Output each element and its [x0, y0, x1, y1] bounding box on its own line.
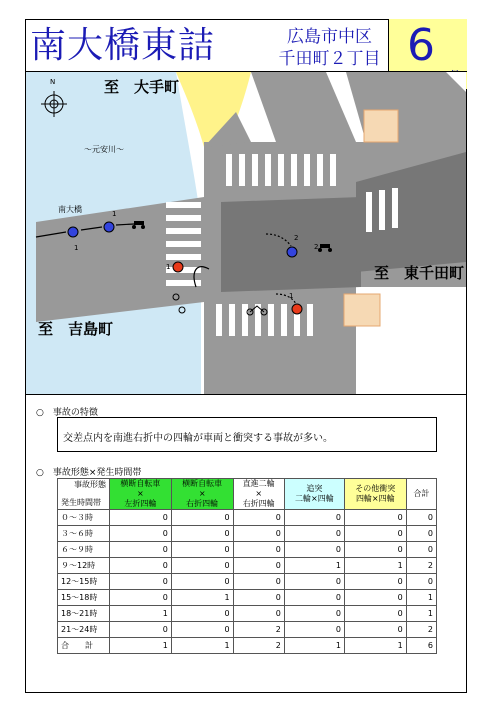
table-cell: 0 — [233, 574, 284, 590]
table-cell: 2 — [233, 638, 284, 654]
district-ward: 広島市中区 — [287, 27, 372, 47]
row-label: 合 計 — [58, 638, 110, 654]
bridge-label: 南大橋 — [58, 205, 82, 214]
accident-table — [57, 478, 437, 654]
features-box — [57, 417, 437, 452]
col-header-1: 横断自転車 × 左折四輪 — [110, 479, 172, 510]
col-header-5: その他衝突 四輪×四輪 — [344, 479, 406, 510]
corner-top: 事故形態 — [74, 480, 106, 489]
north-label: N — [50, 78, 56, 86]
table-body — [58, 510, 437, 654]
table-cell: 0 — [233, 606, 284, 622]
table-row — [58, 558, 437, 574]
table-cell: 1 — [344, 638, 406, 654]
table-cell: 2 — [406, 622, 436, 638]
map-divider — [25, 394, 467, 395]
table-cell: 1 — [110, 638, 172, 654]
features-heading: ○ 事故の特徴 — [36, 408, 98, 418]
table-cell: 0 — [284, 574, 344, 590]
row-label: 18～21時 — [58, 606, 110, 622]
table-row — [58, 622, 437, 638]
table-cell: 0 — [171, 526, 233, 542]
row-label: 12～15時 — [58, 574, 110, 590]
features-text: 交差点内を南進右折中の四輪が車両と衝突する事故が多い。 — [63, 433, 333, 444]
table-cell: 0 — [110, 558, 172, 574]
table-row — [58, 638, 437, 654]
row-label: ６～９時 — [58, 542, 110, 558]
table-row — [58, 510, 437, 526]
district-label — [272, 26, 387, 70]
table-cell: 0 — [171, 558, 233, 574]
table-cell: 0 — [406, 510, 436, 526]
table-heading-text: 事故形態×発生時間帯 — [52, 468, 142, 478]
table-cell: 0 — [171, 510, 233, 526]
table-row — [58, 590, 437, 606]
table-cell: 0 — [171, 622, 233, 638]
table-cell: 0 — [110, 542, 172, 558]
to-west-label: 至 吉島町 — [38, 320, 114, 338]
table-cell: 0 — [344, 574, 406, 590]
table-cell: 0 — [233, 542, 284, 558]
map-mark-5: 2 — [314, 243, 319, 251]
features-heading-text: 事故の特徴 — [52, 408, 98, 418]
table-cell: 0 — [406, 526, 436, 542]
table-cell: 0 — [284, 590, 344, 606]
table-cell: 0 — [344, 542, 406, 558]
table-cell: 0 — [110, 590, 172, 606]
table-cell: 1 — [284, 638, 344, 654]
table-cell: 0 — [406, 542, 436, 558]
table-cell: 6 — [406, 638, 436, 654]
table-cell: 2 — [406, 558, 436, 574]
table-row — [58, 526, 437, 542]
row-label: 15～18時 — [58, 590, 110, 606]
table-cell: 0 — [233, 558, 284, 574]
table-cell: 0 — [284, 526, 344, 542]
row-label: 21～24時 — [58, 622, 110, 638]
row-label: ０～３時 — [58, 510, 110, 526]
table-cell: 1 — [284, 558, 344, 574]
table-cell: 2 — [233, 622, 284, 638]
col-header-4: 追突 二輪×四輪 — [284, 479, 344, 510]
table-cell: 1 — [406, 606, 436, 622]
table-row — [58, 606, 437, 622]
river-label: 〜元安川〜 — [84, 145, 124, 154]
table-cell: 0 — [110, 510, 172, 526]
table-row — [58, 574, 437, 590]
to-east-label: 至 東千田町 — [374, 264, 465, 282]
row-label: ９～12時 — [58, 558, 110, 574]
table-cell: 1 — [171, 590, 233, 606]
table-heading: ○ 事故形態×発生時間帯 — [36, 468, 142, 478]
table-cell: 0 — [110, 622, 172, 638]
col-header-3: 直進二輪 × 右折四輪 — [233, 479, 284, 510]
table-cell: 0 — [233, 526, 284, 542]
accident-count: 6 — [407, 20, 435, 71]
map-mark-2: 1 — [112, 210, 117, 218]
col-header-2: 横断自転車 × 右折四輪 — [171, 479, 233, 510]
intersection-map — [26, 72, 466, 394]
map-mark-3: 1 — [166, 263, 171, 271]
table-cell: 0 — [171, 606, 233, 622]
corner-bottom: 発生時間帯 — [61, 498, 101, 507]
table-cell: 1 — [110, 606, 172, 622]
table-cell: 0 — [284, 510, 344, 526]
table-cell: 0 — [233, 510, 284, 526]
to-north-label: 至 大手町 — [104, 78, 180, 96]
map-mark-6: 1 — [289, 292, 294, 300]
table-cell: 0 — [171, 542, 233, 558]
col-header-6: 合計 — [406, 479, 436, 510]
table-cell: 0 — [110, 526, 172, 542]
table-cell: 1 — [344, 558, 406, 574]
table-cell: 0 — [344, 510, 406, 526]
map-mark-4: 2 — [294, 234, 299, 242]
page-title: 南大橋東詰 — [30, 25, 216, 66]
table-cell: 0 — [344, 590, 406, 606]
table-cell: 1 — [171, 638, 233, 654]
map-mark-1: 1 — [74, 244, 79, 252]
table-cell: 0 — [284, 622, 344, 638]
table-cell: 0 — [284, 542, 344, 558]
district-town: 千田町２丁目 — [278, 49, 381, 69]
table-cell: 0 — [284, 606, 344, 622]
table-cell: 0 — [171, 574, 233, 590]
table-row — [58, 542, 437, 558]
table-cell: 0 — [406, 574, 436, 590]
table-corner — [58, 479, 110, 510]
table-cell: 1 — [406, 590, 436, 606]
table-cell: 0 — [344, 606, 406, 622]
row-label: ３～６時 — [58, 526, 110, 542]
table-cell: 0 — [344, 622, 406, 638]
table-cell: 0 — [233, 590, 284, 606]
table-cell: 0 — [344, 526, 406, 542]
table-cell: 0 — [110, 574, 172, 590]
table-header-row — [58, 479, 437, 510]
